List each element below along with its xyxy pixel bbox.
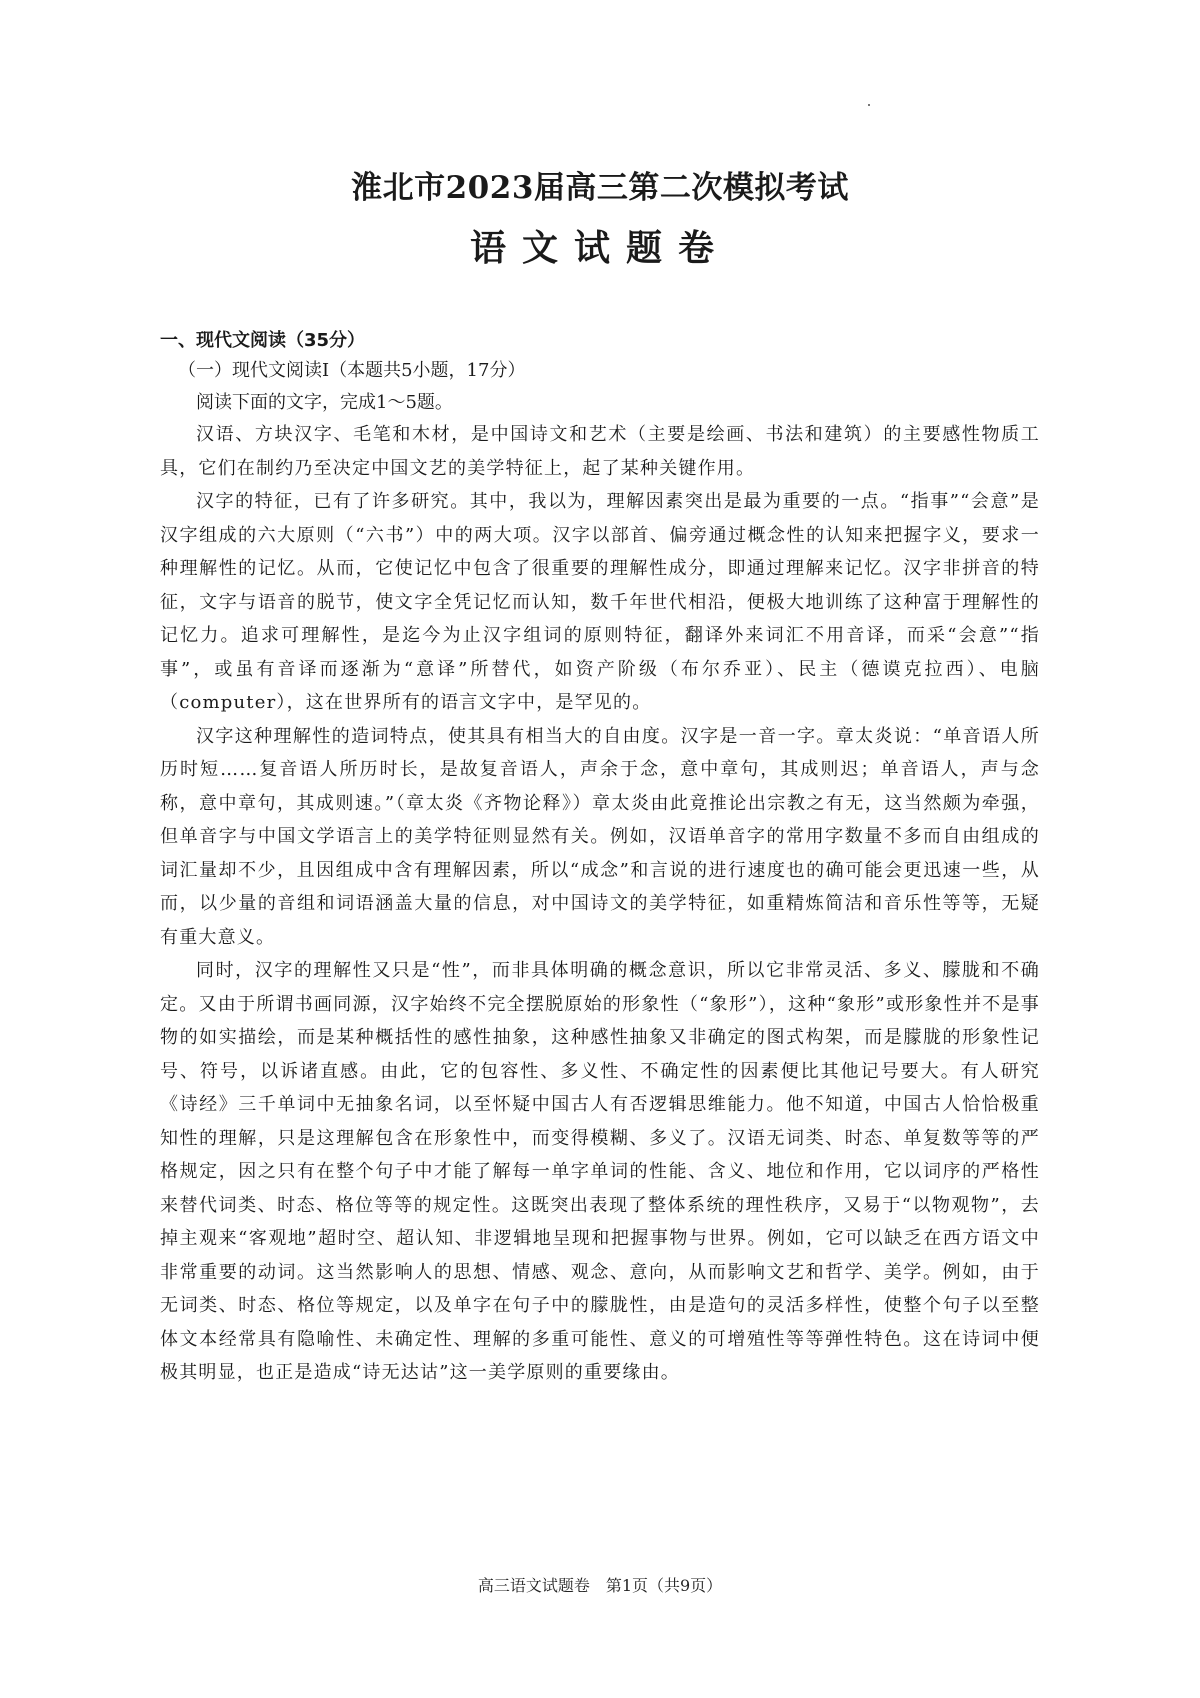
- scan-speck: [868, 104, 870, 106]
- section-heading: 一、现代文阅读（35分）: [160, 330, 366, 351]
- reading-instruction: 阅读下面的文字，完成1～5题。: [196, 392, 453, 413]
- exam-page: [160, 168, 1040, 1390]
- page-footer: 高三语文试题卷 第1页（共9页）: [477, 1576, 723, 1595]
- passage-paragraph-4: 同时，汉字的理解性又只是“性”，而非具体明确的概念意识，所以它非常灵活、多义、朦胧和不确定。又由于所谓书画同源，汉字始终不完全摆脱原始的形象性（“象形”），这种“象形”或形象性并不是事物的如实描绘，而是某种概括性的感性抽象，这种感性抽象又非确定的图式构架，而是朦胧的形象性记号、符号，以诉诸直感。由此，它的包容性、多义性、不确定性的因素便比其他记号要大。有人研究《诗经》三千单词中无抽象名词，以至怀疑中国古人有否逻辑思维能力。他不知道，中国古人恰恰极重知性的理解，只是这理解包含在形象性中，而变得模糊、多义了。汉语无词类、时态、单复数等等的严格规定，因之只有在整个句子中才能了解每一单字单词的性能、含义、地位和作用，它以词序的严格性来替代词类、时态、格位等等的规定性。这既突出表现了整体系统的理性秩序，又易于“以物观物”，去掉主观来“客观地”超时空、超认知、非逻辑地呈现和把握事物与世界。例如，它可以缺乏在西方语文中非常重要的动词。这当然影响人的思想、情感、观念、意向，从而影响文艺和哲学、美学。例如，由于无词类、时态、格位等规定，以及单字在句子中的朦胧性，由是造句的灵活多样性，使整个句子以至整体文本经常具有隐喻性、未确定性、理解的多重可能性、意义的可增殖性等等弹性特色。这在诗词中便极其明显，也正是造成“诗无达诂”这一美学原则的重要缘由。: [160, 960, 1040, 1383]
- passage-paragraph-1: 汉语、方块汉字、毛笔和木材，是中国诗文和艺术（主要是绘画、书法和建筑）的主要感性物质工具，它们在制约乃至决定中国文艺的美学特征上，起了某种关键作用。: [160, 424, 1040, 479]
- subsection-heading: （一）现代文阅读Ⅰ（本题共5小题，17分）: [178, 360, 526, 381]
- subject-title: 语文试题卷: [469, 227, 730, 269]
- exam-title: 淮北市2023届高三第二次模拟考试: [351, 170, 849, 206]
- passage-paragraph-2: 汉字的特征，已有了许多研究。其中，我以为，理解因素突出是最为重要的一点。“指事”“会意”是汉字组成的六大原则（“六书”）中的两大项。汉字以部首、偏旁通过概念性的认知来把握字义，要求一种理解性的记忆。从而，它使记忆中包含了很重要的理解性成分，即通过理解来记忆。汉字非拼音的特征，文字与语音的脱节，使文字全凭记忆而认知，数千年世代相沿，便极大地训练了这种富于理解性的记忆力。追求可理解性，是迄今为止汉字组词的原则特征，翻译外来词汇不用音译，而采“会意”“指事”，或虽有音译而逐渐为“意译”所替代，如资产阶级（布尔乔亚）、民主（德谟克拉西）、电脑（computer），这在世界所有的语言文字中，是罕见的。: [160, 491, 1040, 713]
- reading-passage: [160, 418, 1040, 1390]
- passage-paragraph-3: 汉字这种理解性的造词特点，使其具有相当大的自由度。汉字是一音一字。章太炎说：“单音语人所历时短……复音语人所历时长，是故复音语人，声余于念，意中章句，其成则迟；单音语人，声与念称，意中章句，其成则速。”（章太炎《齐物论释》）章太炎由此竟推论出宗教之有无，这当然颇为牵强，但单音字与中国文学语言上的美学特征则显然有关。例如，汉语单音字的常用字数量不多而自由组成的词汇量却不少，且因组成中含有理解因素，所以“成念”和言说的进行速度也的确可能会更迅速一些，从而，以少量的音组和词语涵盖大量的信息，对中国诗文的美学特征，如重精炼简洁和音乐性等等，无疑有重大意义。: [160, 725, 1040, 948]
